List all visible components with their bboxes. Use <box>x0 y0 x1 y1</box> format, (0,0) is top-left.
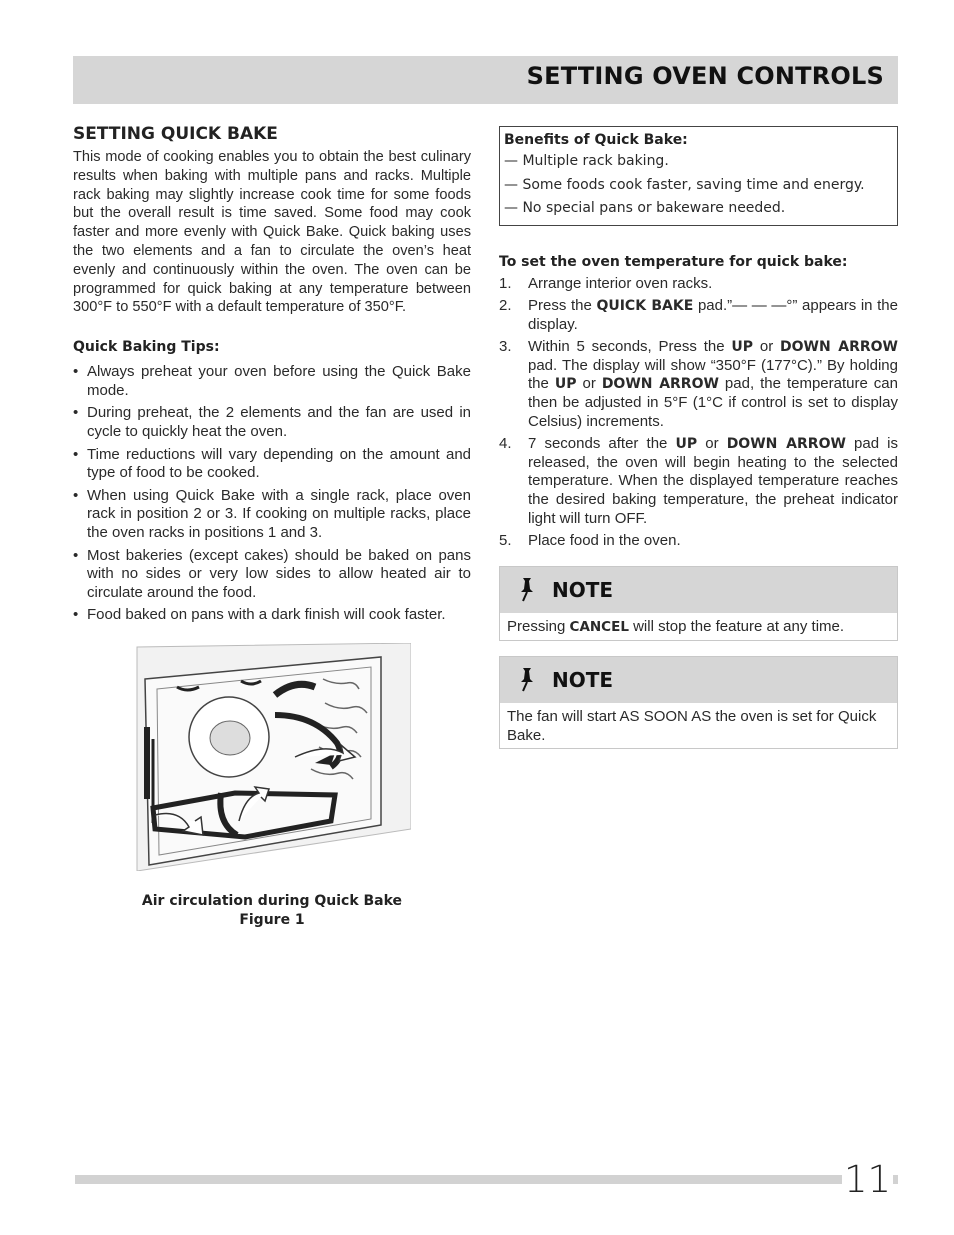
list-item: • During preheat, the 2 elements and the fan are used in cycle to quickly heat the oven. <box>73 404 471 440</box>
oven-illustration <box>135 643 411 871</box>
note-title: NOTE <box>552 667 614 692</box>
bullet: • <box>73 363 79 381</box>
figure-caption: Air circulation during Quick Bake Figure 1 <box>141 893 403 928</box>
steps-title: To set the oven temperature for quick bake: <box>499 253 848 270</box>
page-number: 11 <box>844 1158 892 1201</box>
pushpin-icon <box>514 666 538 692</box>
benefits-title: Benefits of Quick Bake: <box>504 132 688 148</box>
note-header <box>500 657 897 703</box>
list-item: • Always preheat your oven before using the Quick Bake mode. <box>73 363 471 399</box>
note-title: NOTE <box>552 577 614 602</box>
step-3: 3. Within 5 seconds, Press the UP or DOWN ARROW pad. The display will show “350°F (177°C).” By holding the UP or DOWN ARROW pad, the temperature can then be adjusted in 5°F (1°C if control is set to display Celsius) increments. <box>499 338 898 430</box>
bullet: • <box>73 486 79 504</box>
list-item: • Food baked on pans with a dark finish will cook faster. <box>73 606 446 624</box>
note-header <box>500 567 897 613</box>
tips-list <box>73 363 471 625</box>
tips-title: Quick Baking Tips: <box>73 339 220 356</box>
intro-paragraph: This mode of cooking enables you to obtain the best culinary results when baking with multiple pans and racks. Multiple rack baking may slightly increase cook time for some foods but the overall result is time saved. Some food may cook faster and more evenly with Quick Bake. Quick baking uses the two elements and a fan to circulate the oven’s heat evenly and continuously within the oven. The oven can be programmed for quick baking at any temperature between 300°F to 550°F with a default temperature of 350°F. <box>73 149 471 316</box>
bullet: • <box>73 445 79 463</box>
footer-bar <box>75 1175 898 1184</box>
note-box-cancel <box>499 566 898 641</box>
list-item: — Multiple rack baking. <box>504 153 669 169</box>
section-title: SETTING QUICK BAKE <box>73 124 278 144</box>
list-item: — No special pans or bakeware needed. <box>504 200 786 216</box>
step-4: 4. 7 seconds after the UP or DOWN ARROW pad is released, the oven will begin heating to the selected temperature. When the displayed temperature reaches the desired baking temperature, the preheat indicator light will turn OFF. <box>499 435 898 527</box>
left-column <box>73 124 471 629</box>
list-item: — Some foods cook faster, saving time and energy. <box>504 176 865 193</box>
bullet: • <box>73 404 79 422</box>
pushpin-icon <box>514 576 538 602</box>
bullet: • <box>73 546 79 564</box>
note-box-fan <box>499 656 898 749</box>
step-2: 2. Press the QUICK BAKE pad.”— — —°” appears in the display. <box>499 297 898 333</box>
bullet: • <box>73 606 79 624</box>
oven-airflow-figure <box>135 643 411 871</box>
list-item: • Time reductions will vary depending on the amount and type of food to be cooked. <box>73 445 471 482</box>
list-item: • When using Quick Bake with a single rack, place oven rack in position 2 or 3. If cooking on multiple racks, place the oven racks in positions 1 and 3. <box>73 486 471 541</box>
note-body: The fan will start AS SOON AS the oven is set for Quick Bake. <box>507 707 877 744</box>
header-bar <box>73 56 898 104</box>
right-column <box>499 126 898 749</box>
note-body: Pressing CANCEL will stop the feature at any time. <box>507 617 845 635</box>
steps-list <box>499 275 898 551</box>
page-title: SETTING OVEN CONTROLS <box>526 62 884 90</box>
list-item: • Most bakeries (except cakes) should be baked on pans with no sides or very low sides to allow heated air to circulate around the food. <box>73 546 471 601</box>
benefits-box <box>499 126 898 226</box>
step-5: 5. Place food in the oven. <box>499 532 681 550</box>
step-1: 1. Arrange interior oven racks. <box>499 274 713 292</box>
